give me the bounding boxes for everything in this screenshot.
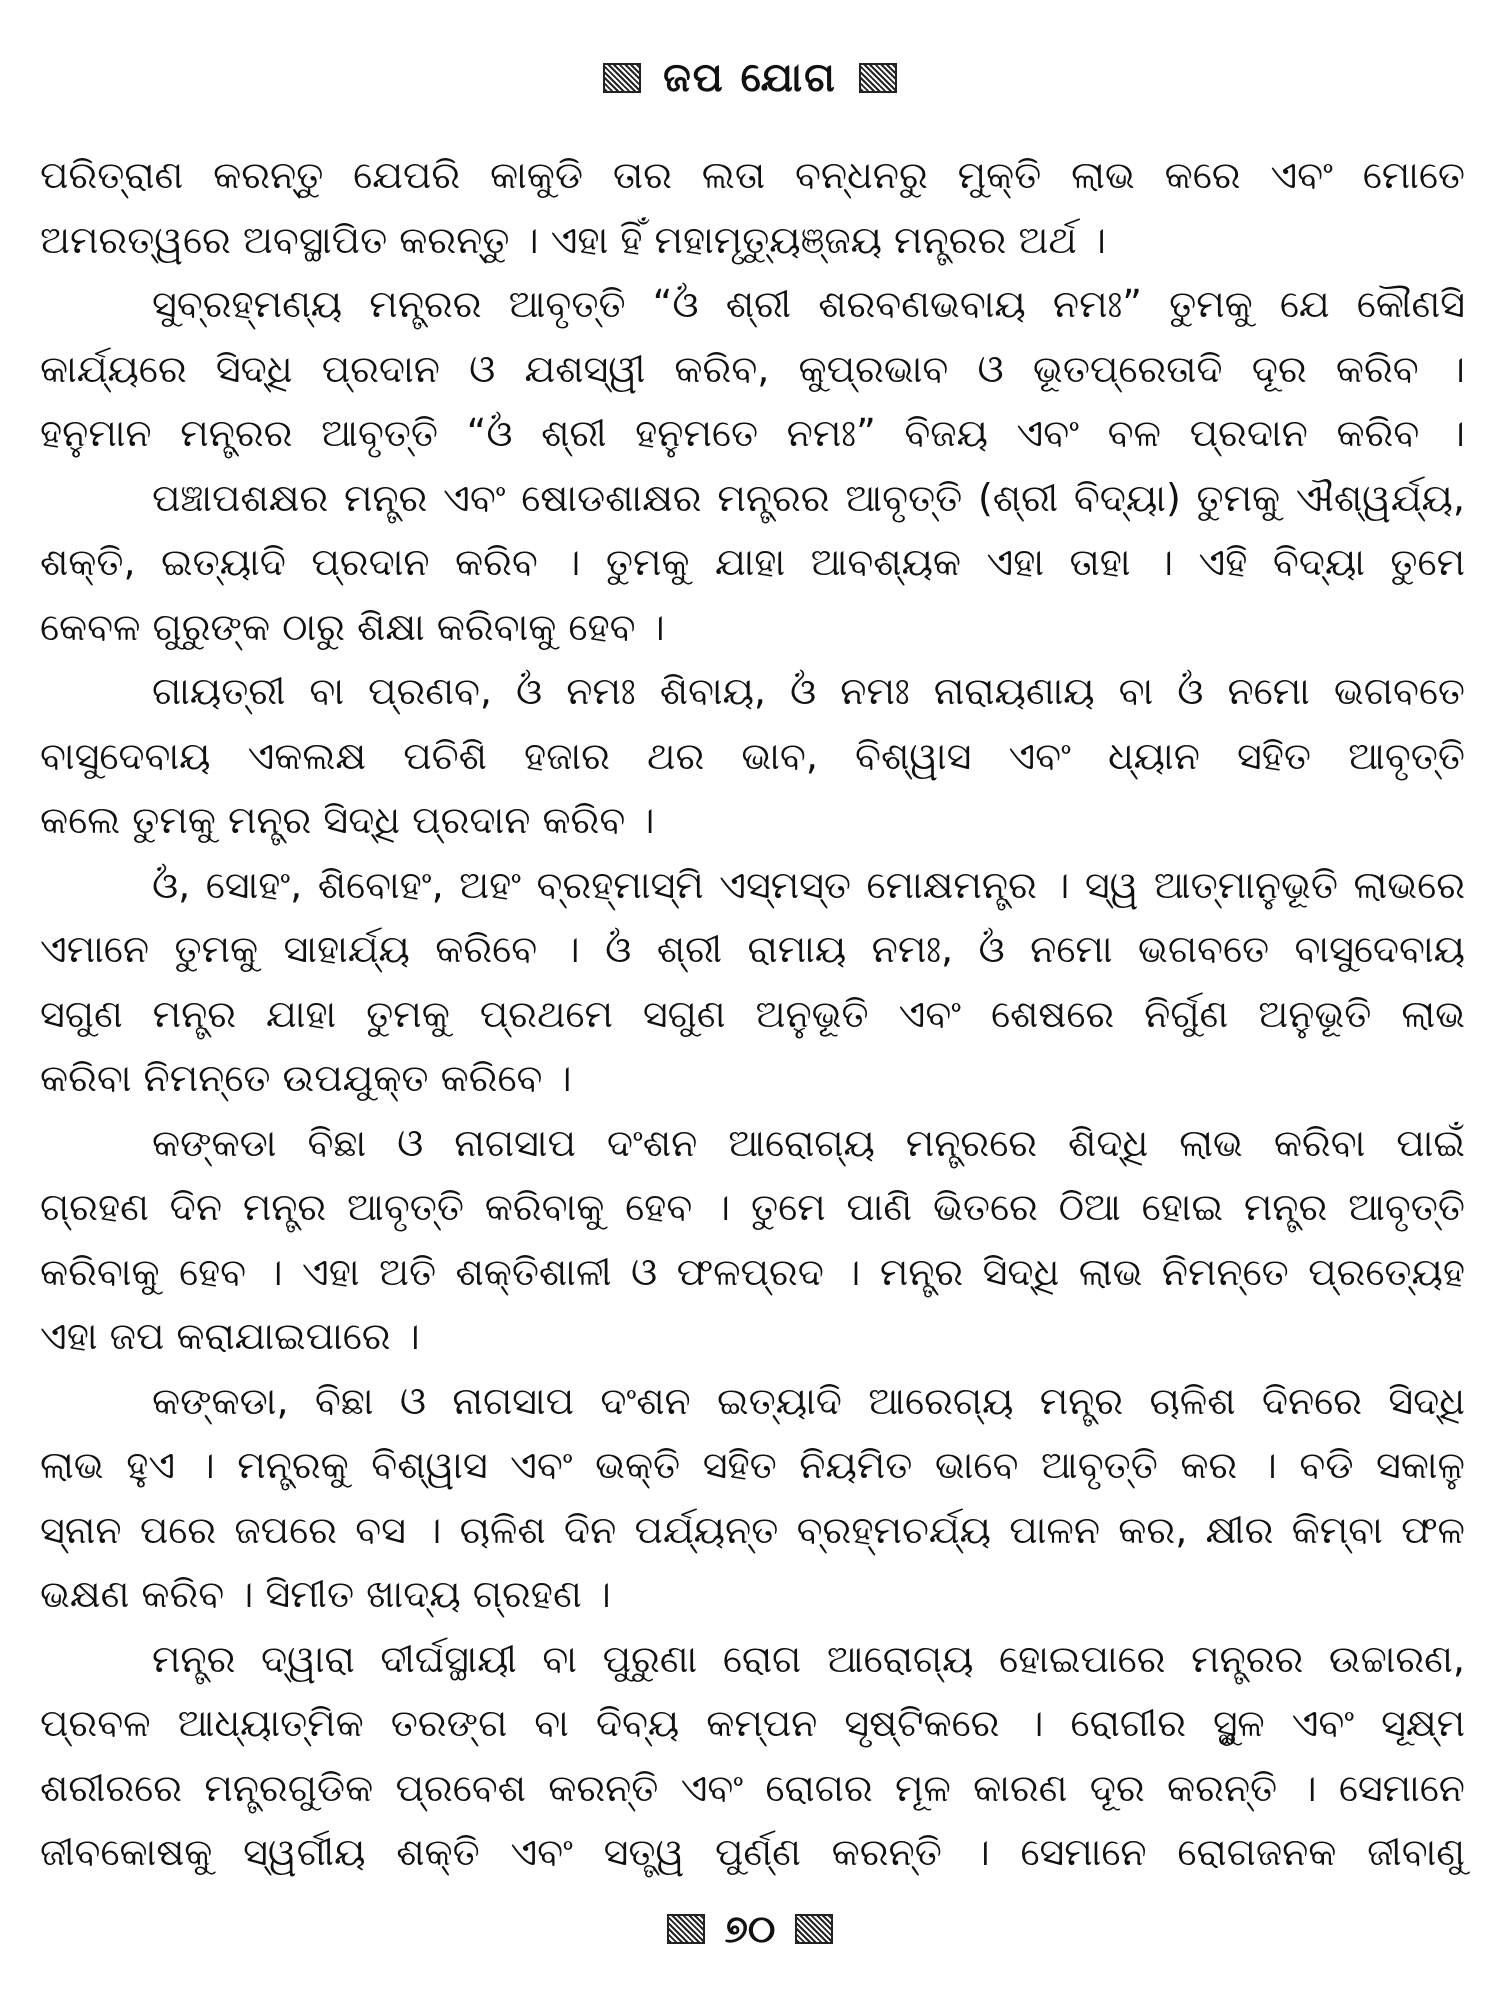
text-line: କେବଳ ଗୁରୁଙ୍କ ଠାରୁ ଶିକ୍ଷା କରିବାକୁ ହେବ । xyxy=(40,604,665,649)
footer-right-square-icon xyxy=(795,1914,833,1944)
text-line: ଅମରତ୍ୱରେ ଅବସ୍ଥାପିତ କରନ୍ତୁ । ଏହା ହିଁ ମହାମୃତ୍ୟୁଞ୍ଜୟ ମନ୍ତ୍ରର ଅର୍ଥ । xyxy=(40,217,1106,262)
text-line: ଜୀବକୋଷକୁ ସ୍ୱର୍ଗୀୟ ଶକ୍ତି ଏବଂ ସତ୍ତ୍ୱ ପୁର୍ଣ୍ଣ କରନ୍ତି । ସେମାନେ ରୋଗଜନକ ଜୀବାଣୁ xyxy=(40,1830,1465,1874)
page-title: ଜପ ଯୋଗ xyxy=(663,55,837,101)
text-line: କଲେ ତୁମକୁ ମନ୍ତ୍ର ସିଦ୍ଧି ପ୍ରଦାନ କରିବ । xyxy=(40,798,655,842)
text-line: ଗାୟତ୍ରୀ ବା ପ୍ରଣବ, ଓଁ ନମଃ ଶିବାୟ, ଓଁ ନମଃ ନାରାୟଣାୟ ବା ଓଁ ନମୋ ଭଗବତେ xyxy=(152,669,1465,713)
text-line: କରିବାକୁ ହେବ । ଏହା ଅତି ଶକ୍ତିଶାଳୀ ଓ ଫଳପ୍ରଦ । ମନ୍ତ୍ର ସିଦ୍ଧି ଲାଭ ନିମନ୍ତେ ପ୍ରତ୍ୟେହ xyxy=(40,1249,1465,1294)
text-line: ସ୍ନାନ ପରେ ଜପରେ ବସ । ଚାଳିଶ ଦିନ ପର୍ଯ୍ୟନ୍ତ ବ୍ରହ୍ମଚର୍ଯ୍ୟ ପାଳନ କର, କ୍ଷୀର କିମ୍ବା ଫଳ xyxy=(40,1507,1465,1552)
text-line: ବାସୁଦେବାୟ ଏକଲକ୍ଷ ପଚିଶି ହଜାର ଥର ଭାବ, ବିଶ୍ୱାସ ଏବଂ ଧ୍ୟାନ ସହିତ ଆବୃତ୍ତି xyxy=(40,733,1465,778)
page-footer xyxy=(0,1904,1500,1954)
text-line: କଙ୍କଡା, ବିଛା ଓ ନାଗସାପ ଦଂଶନ ଇତ୍ୟାଦି ଆରେଗ୍ୟ ମନ୍ତ୍ର ଚାଳିଶ ଦିନରେ ସିଦ୍ଧି xyxy=(152,1378,1465,1423)
text-line: ସୁବ୍ରହ୍ମଣ୍ୟ ମନ୍ତ୍ରର ଆବୃତ୍ତି “ଓଁ ଶ୍ରୀ ଶରବଣଭବାୟ ନମଃ” ତୁମକୁ ଯେ କୌଣସି xyxy=(152,282,1465,326)
text-line: ପରିତ୍ରାଣ କରନ୍ତୁ ଯେପରି କାକୁଡି ତାର ଲତା ବନ୍ଧନରୁ ମୁକ୍ତି ଲାଭ କରେ ଏବଂ ମୋତେ xyxy=(40,153,1465,197)
text-line: ଗ୍ରହଣ ଦିନ ମନ୍ତ୍ର ଆବୃତ୍ତି କରିବାକୁ ହେବ । ତୁମେ ପାଣି ଭିତରେ ଠିଆ ହୋଇ ମନ୍ତ୍ର ଆବୃତ୍ତି xyxy=(40,1185,1465,1229)
text-line: ଏମାନେ ତୁମକୁ ସାହାର୍ଯ୍ୟ କରିବେ । ଓଁ ଶ୍ରୀ ରାମାୟ ନମଃ, ଓଁ ନମୋ ଭଗବତେ ବାସୁଦେବାୟ xyxy=(40,927,1465,971)
text-line: ଭକ୍ଷଣ କରିବ । ସିମୀତ ଖାଦ୍ୟ ଗ୍ରହଣ । xyxy=(40,1572,611,1616)
header-right-square-icon xyxy=(859,63,897,93)
header-left-square-icon xyxy=(603,63,641,93)
text-line: ମନ୍ତ୍ର ଦ୍ୱାରା ଦୀର୍ଘସ୍ଥାୟୀ ବା ପୁରୁଣା ରୋଗ ଆରୋଗ୍ୟ ହୋଇପାରେ ମନ୍ତ୍ରର ଉଚ୍ଚାରଣ, xyxy=(152,1636,1465,1681)
body-text xyxy=(40,143,1465,1885)
text-line: ସଗୁଣ ମନ୍ତ୍ର ଯାହା ତୁମକୁ ପ୍ରଥମେ ସଗୁଣ ଅନୁଭୂତି ଏବଂ ଶେଷରେ ନିର୍ଗୁଣ ଅନୁଭୂତି ଲାଭ xyxy=(40,991,1465,1036)
text-line: କାର୍ଯ୍ୟରେ ସିଦ୍ଧି ପ୍ରଦାନ ଓ ଯଶସ୍ୱୀ କରିବ, କୁପ୍ରଭାବ ଓ ଭୂତପ୍ରେତାଦି ଦୂର କରିବ । xyxy=(40,346,1465,391)
text-line: ହନୁମାନ ମନ୍ତ୍ରର ଆବୃତ୍ତି “ଓଁ ଶ୍ରୀ ହନୁମତେ ନମଃ” ବିଜୟ ଏବଂ ବଳ ପ୍ରଦାନ କରିବ । xyxy=(40,411,1465,455)
text-line: ଲାଭ ହୁଏ । ମନ୍ତ୍ରକୁ ବିଶ୍ୱାସ ଏବଂ ଭକ୍ତି ସହିତ ନିୟମିତ ଭାବେ ଆବୃତ୍ତି କର । ବଡି ସକାଳୁ xyxy=(40,1443,1465,1487)
page-number: ୭୦ xyxy=(724,1907,776,1951)
text-line: ଶରୀରରେ ମନ୍ତ୍ରଗୁଡିକ ପ୍ରବେଶ କରନ୍ତି ଏବଂ ରୋଗର ମୂଳ କାରଣ ଦୂର କରନ୍ତି । ସେମାନେ xyxy=(40,1765,1465,1810)
text-line: ପଞ୍ଚାପଶକ୍ଷର ମନ୍ତ୍ର ଏବଂ ଷୋଡଶାକ୍ଷର ମନ୍ତ୍ରର ଆବୃତ୍ତି (ଶ୍ରୀ ବିଦ୍ୟା) ତୁମକୁ ଐଶ୍ୱର୍ଯ୍ୟ, xyxy=(152,475,1465,520)
text-line: କଙ୍କଡା ବିଛା ଓ ନାଗସାପ ଦଂଶନ ଆରୋଗ୍ୟ ମନ୍ତ୍ରରେ ଶିଦ୍ଧି ଲାଭ କରିବା ପାଇଁ xyxy=(152,1120,1465,1165)
page-header xyxy=(0,48,1500,108)
footer-left-square-icon xyxy=(667,1914,705,1944)
text-line: ପ୍ରବଳ ଆଧ୍ୟାତ୍ମିକ ତରଙ୍ଗ ବା ଦିବ୍ୟ କମ୍ପନ ସୃଷ୍ଟିକରେ । ରୋଗୀର ସ୍ଥୁଳ ଏବଂ ସୂକ୍ଷ୍ମ xyxy=(40,1701,1465,1745)
text-line: ଏହା ଜପ କରାଯାଇପାରେ । xyxy=(40,1314,420,1358)
text-line: କରିବା ନିମନ୍ତେ ଉପଯୁକ୍ତ କରିବେ । xyxy=(40,1056,572,1100)
text-line: ଶକ୍ତି, ଇତ୍ୟାଦି ପ୍ରଦାନ କରିବ । ତୁମକୁ ଯାହା ଆବଶ୍ୟକ ଏହା ତାହା । ଏହି ବିଦ୍ୟା ତୁମେ xyxy=(40,540,1465,584)
text-line: ଓଁ, ସୋହଂ, ଶିବୋହଂ, ଅହଂ ବ୍ରହ୍ମାସ୍ମି ଏସ୍ମସ୍ତ ମୋକ୍ଷମନ୍ତ୍ର । ସ୍ୱ ଆତ୍ମାନୁଭୂତି ଲାଭରେ xyxy=(152,862,1465,907)
